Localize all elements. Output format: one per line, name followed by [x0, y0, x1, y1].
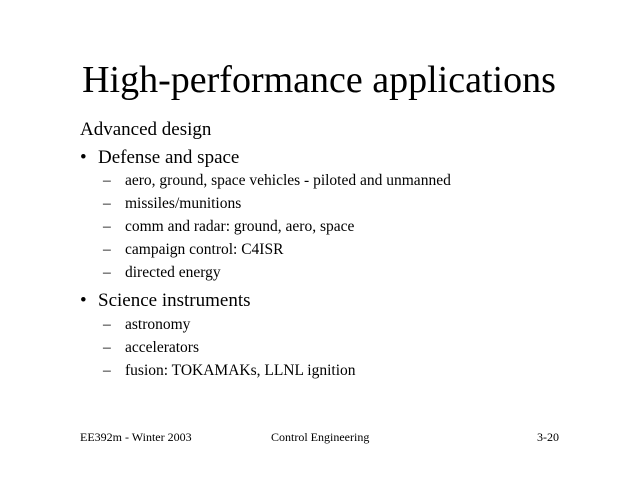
bullet-label: Defense and space — [98, 147, 240, 168]
sub-item-text: comm and radar: ground, aero, space — [125, 218, 355, 235]
dash-icon: – — [103, 241, 111, 258]
footer-course: EE392m - Winter 2003 — [80, 430, 192, 444]
slide-title: High-performance applications — [82, 59, 556, 101]
sub-item — [103, 217, 354, 237]
dash-icon: – — [103, 172, 111, 189]
sub-item — [103, 361, 356, 381]
sub-item-text: aero, ground, space vehicles - piloted and unmanned — [125, 172, 451, 189]
sub-item — [103, 194, 241, 214]
bullet-defense-space — [80, 146, 239, 170]
sub-item — [103, 240, 283, 260]
sub-item — [103, 338, 199, 358]
dash-icon: – — [103, 264, 111, 281]
intro-text: Advanced design — [80, 119, 212, 140]
sub-item — [103, 171, 451, 191]
sub-item-text: campaign control: C4ISR — [125, 241, 284, 258]
footer-page-number: 3-20 — [537, 430, 559, 444]
dash-icon: – — [103, 218, 111, 235]
sub-item-text: fusion: TOKAMAKs, LLNL ignition — [125, 362, 356, 379]
footer-subject: Control Engineering — [271, 430, 370, 444]
sub-item-text: directed energy — [125, 264, 221, 281]
bullet-icon: • — [80, 147, 87, 168]
dash-icon: – — [103, 362, 111, 379]
sub-item — [103, 263, 221, 283]
sub-item-text: astronomy — [125, 316, 191, 333]
sub-item-text: missiles/munitions — [125, 195, 242, 212]
dash-icon: – — [103, 339, 111, 356]
bullet-label: Science instruments — [98, 290, 251, 311]
bullet-icon: • — [80, 290, 87, 311]
bullet-science-instruments — [80, 289, 251, 313]
dash-icon: – — [103, 316, 111, 333]
sub-item-text: accelerators — [125, 339, 199, 356]
dash-icon: – — [103, 195, 111, 212]
sub-item — [103, 315, 190, 335]
